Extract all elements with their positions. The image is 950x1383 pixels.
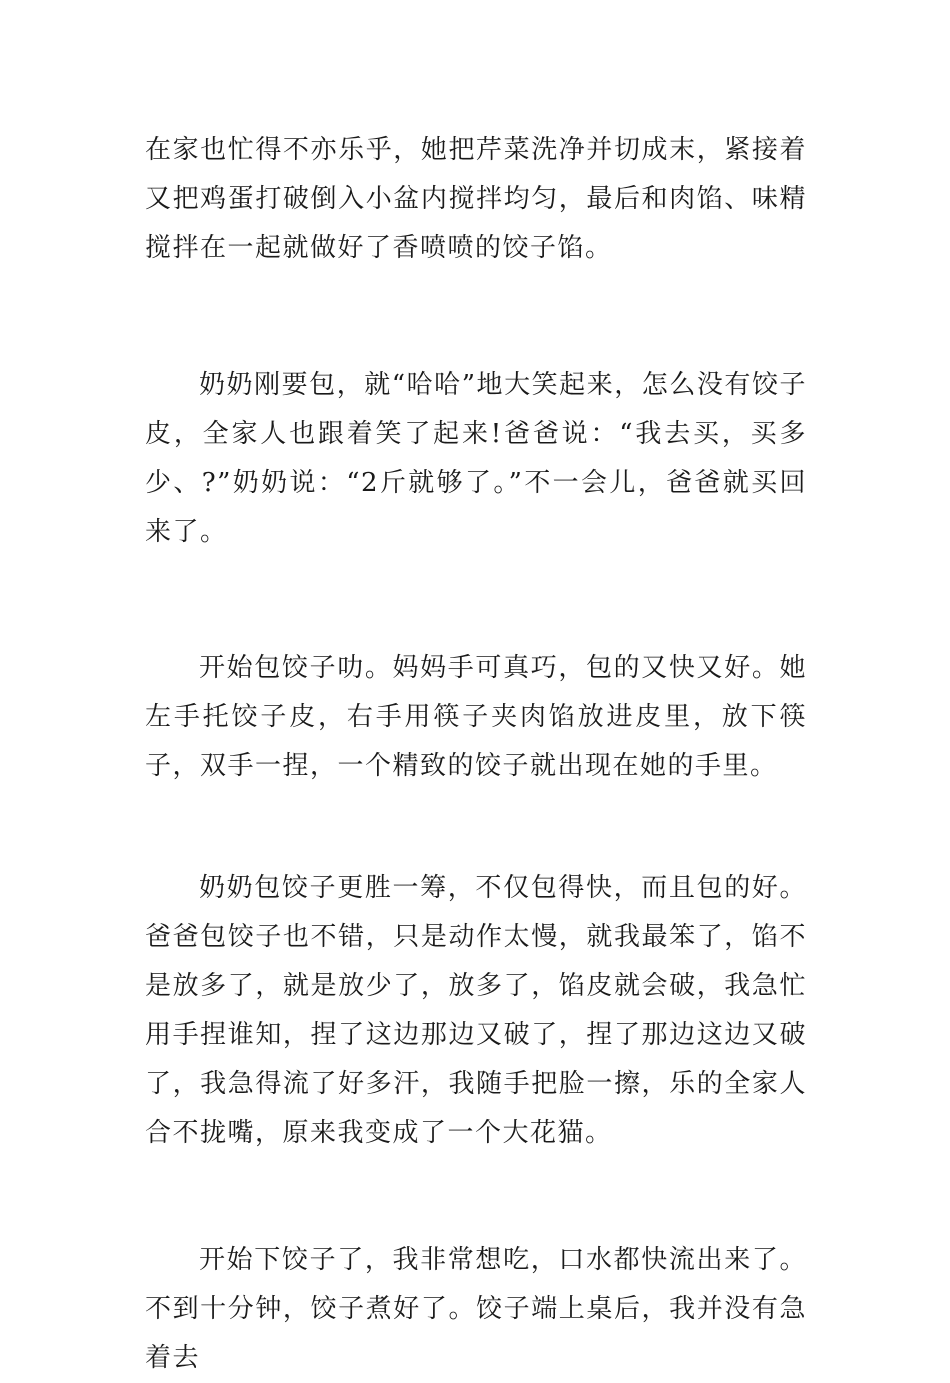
text-column	[145, 126, 807, 1383]
paragraph-continued: 在家也忙得不亦乐乎，她把芹菜洗净并切成末，紧接着又把鸡蛋打破倒入小盆内搅拌均匀，最后和肉馅、味精搅拌在一起就做好了香喷喷的饺子馅。	[145, 135, 807, 263]
paragraph-cooking: 开始下饺子了，我非常想吃，口水都快流出来了。不到十分钟，饺子煮好了。饺子端上桌后，我并没有急着去	[145, 1245, 807, 1373]
paragraph-grandma-laughs: 奶奶刚要包，就“哈哈”地大笑起来，怎么没有饺子皮，全家人也跟着笑了起来!爸爸说：“我去买，买多少、?”奶奶说：“2斤就够了。”不一会儿，爸爸就买回来了。	[145, 370, 807, 547]
paragraph-big-cat: 奶奶包饺子更胜一筹，不仅包得快，而且包的好。爸爸包饺子也不错，只是动作太慢，就我最笨了，馅不是放多了，就是放少了，放多了，馅皮就会破，我急忙用手捏谁知，捏了这边那边又破了，捏了那边这边又破了，我急得流了好多汗，我随手把脸一擦，乐的全家人合不拢嘴，原来我变成了一个大花猫。	[145, 873, 807, 1148]
paragraph-mom-wraps: 开始包饺子叻。妈妈手可真巧，包的又快又好。她左手托饺子皮，右手用筷子夹肉馅放进皮里，放下筷子，双手一捏，一个精致的饺子就出现在她的手里。	[145, 653, 807, 781]
